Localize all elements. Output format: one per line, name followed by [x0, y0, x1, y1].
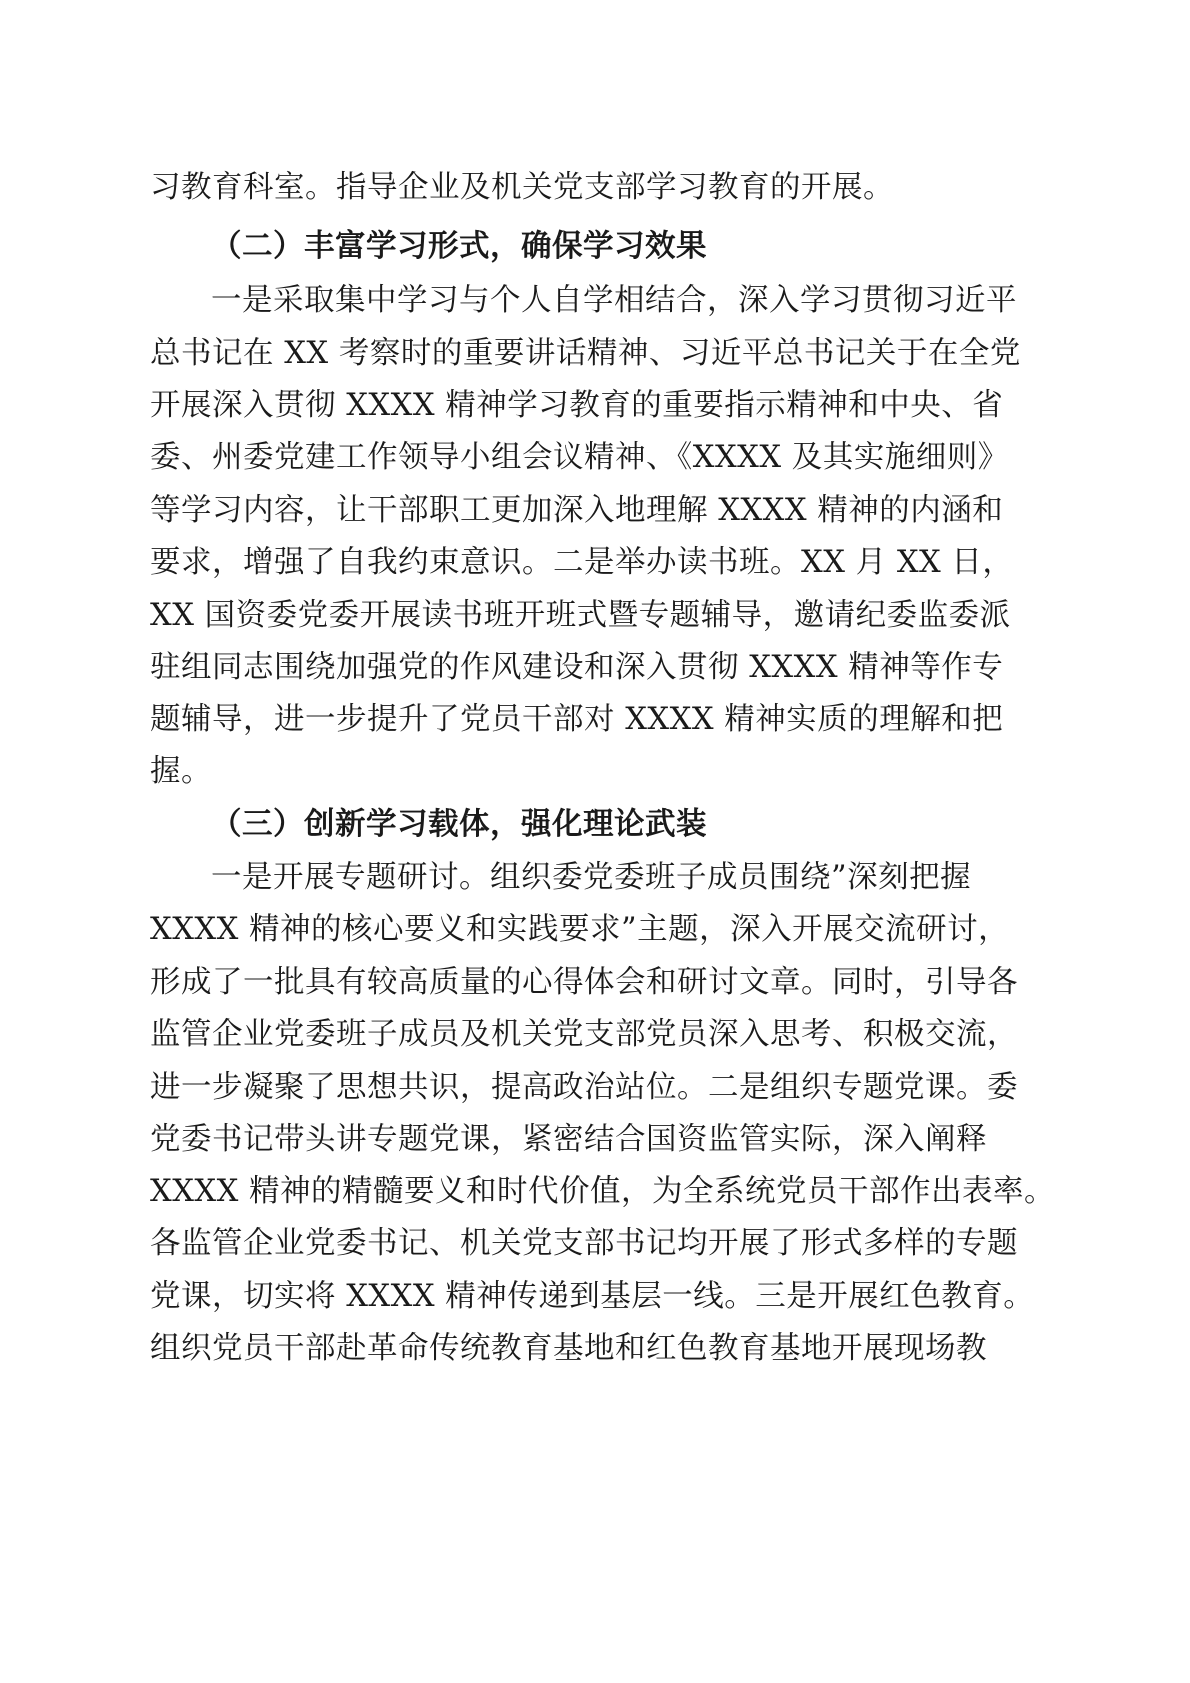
body-line-6: 委、州委党建工作领导小组会议精神、《XXXX 及其实施细则》 [150, 440, 1009, 475]
body-line-9: XX 国资委党委开展读书班开班式暨专题辅导，邀请纪委监委派 [150, 598, 1011, 633]
body-line-1: 习教育科室。指导企业及机关党支部学习教育的开展。 [150, 170, 894, 205]
body-line-21: 各监管企业党委书记、机关党支部书记均开展了形式多样的专题 [150, 1226, 1018, 1261]
body-line-20: XXXX 精神的精髓要义和时代价值，为全系统党员干部作出表率。 [150, 1174, 1056, 1209]
body-line-15: XXXX 精神的核心要义和实践要求”主题，深入开展交流研讨， [150, 912, 1010, 947]
body-line-16: 形成了一批具有较高质量的心得体会和研讨文章。同时，引导各 [150, 965, 1018, 1000]
body-line-8: 要求，增强了自我约束意识。二是举办读书班。XX 月 XX 日， [150, 545, 1014, 580]
body-line-22: 党课，切实将 XXXX 精神传递到基层一线。三是开展红色教育。 [150, 1279, 1035, 1314]
body-line-17: 监管企业党委班子成员及机关党支部党员深入思考、积极交流， [150, 1017, 1018, 1052]
section-heading-2: （二）丰富学习形式，确保学习效果 [211, 228, 707, 264]
body-line-23: 组织党员干部赴革命传统教育基地和红色教育基地开展现场教 [150, 1331, 987, 1366]
body-line-18: 进一步凝聚了思想共识，提高政治站位。二是组织专题党课。委 [150, 1070, 1018, 1105]
body-line-5: 开展深入贯彻 XXXX 精神学习教育的重要指示精神和中央、省 [150, 388, 1004, 423]
section-heading-3: （三）创新学习载体，强化理论武装 [211, 806, 707, 842]
body-line-10: 驻组同志围绕加强党的作风建设和深入贯彻 XXXX 精神等作专 [150, 650, 1004, 685]
body-line-7: 等学习内容，让干部职工更加深入地理解 XXXX 精神的内涵和 [150, 493, 1004, 528]
body-line-14: 一是开展专题研讨。组织委党委班子成员围绕”深刻把握 [211, 860, 972, 895]
body-line-11: 题辅导，进一步提升了党员干部对 XXXX 精神实质的理解和把 [150, 702, 1004, 737]
body-line-12: 握。 [150, 754, 212, 789]
body-line-19: 党委书记带头讲专题党课，紧密结合国资监管实际，深入阐释 [150, 1122, 987, 1157]
body-line-4: 总书记在 XX 考察时的重要讲话精神、习近平总书记关于在全党 [150, 336, 1021, 371]
body-line-3: 一是采取集中学习与个人自学相结合，深入学习贯彻习近平 [211, 283, 1017, 318]
